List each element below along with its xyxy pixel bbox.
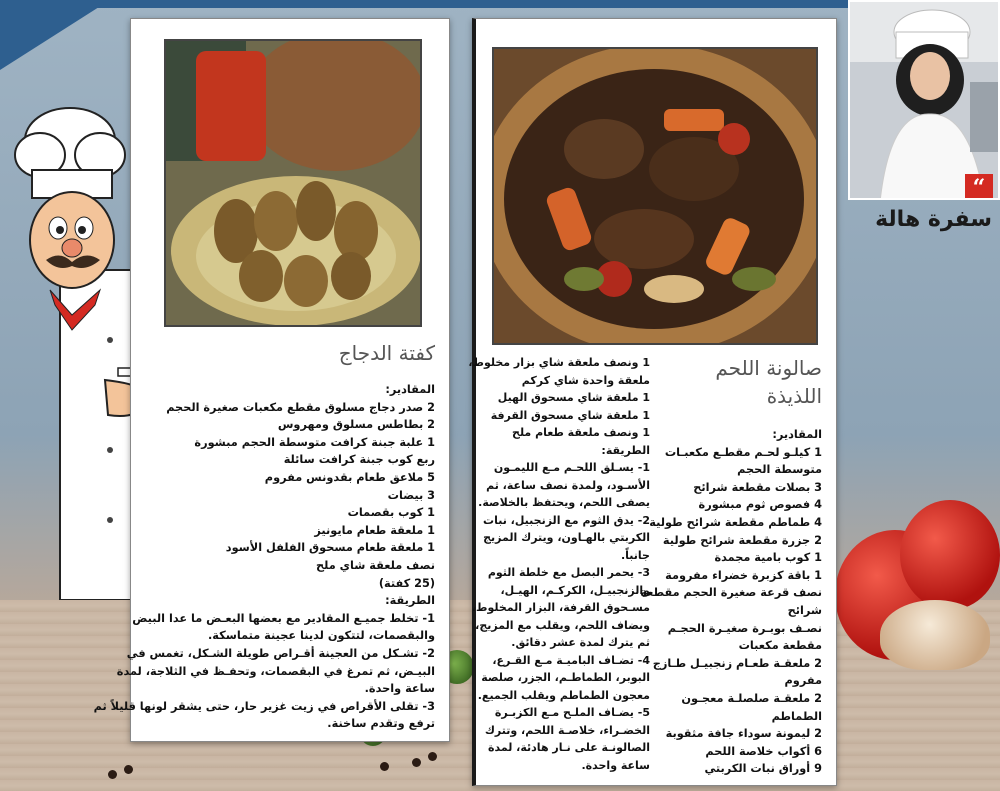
recipe-line: 3 بيضات bbox=[387, 488, 435, 502]
recipe-line: المقادير: bbox=[772, 428, 822, 441]
recipe-line: (25 كفتة) bbox=[378, 576, 435, 590]
peppercorn bbox=[380, 762, 389, 771]
recipe-line: ملعقة واحدة شاي كركم bbox=[521, 373, 650, 387]
recipe-line: شرائح bbox=[787, 603, 822, 617]
recipe-line: 2 ملعقـة طعـام زنجبيـل طـازج bbox=[652, 656, 822, 670]
potato-kofta-photo bbox=[164, 39, 422, 327]
recipe-card-meat-saloona bbox=[468, 18, 837, 786]
recipe-title bbox=[715, 354, 822, 410]
recipe-line: مفروم bbox=[784, 674, 822, 688]
recipe-card-chicken-kofta bbox=[93, 18, 450, 742]
recipe-line: الخضـراء، خلاصـة اللحم، وتترك bbox=[484, 723, 650, 737]
recipe-line: 1 ملعقة طعام مسحوق الفلفل الأسود bbox=[225, 541, 435, 555]
recipe-line: 3 بصلات مقطعة شرائح bbox=[693, 480, 822, 494]
recipe-line: متوسطة الحجم bbox=[737, 463, 822, 477]
recipe-line: ترفع وتقدم ساخنة. bbox=[327, 717, 435, 731]
recipe-ingredients-column bbox=[640, 426, 822, 778]
recipe-line: الطماطم bbox=[771, 709, 822, 723]
recipe-line: ساعة واحدة. bbox=[581, 758, 650, 772]
recipe-line: 2- تشـكل من العجينة أقـراص طويلة الشـكل، تغمس في bbox=[126, 646, 435, 660]
recipe-line: البوبر، الطماطـم، الجزر، صلصة bbox=[481, 671, 650, 684]
recipe-line: معجون الطماطم ويقلب الجميع. bbox=[477, 688, 650, 702]
recipe-line: 6 أكواب خلاصة اللحم bbox=[705, 744, 822, 758]
recipe-line: 2 بطاطس مسلوق ومهروس bbox=[277, 418, 435, 432]
recipe-line: ويضاف اللحم، ويقلب مع المزيج، bbox=[475, 618, 650, 632]
peppercorn bbox=[124, 765, 133, 774]
recipe-body bbox=[94, 381, 435, 733]
recipe-line: 3- تقلى الأقراص في زيت غزير حار، حتى يشقر لونها قليلاً ثم bbox=[93, 699, 435, 713]
recipe-line: 1 كيلـو لحـم مقطـع مكعبـات bbox=[664, 445, 822, 459]
mushroom-image bbox=[880, 600, 990, 670]
recipe-method-column bbox=[468, 354, 650, 774]
recipe-line: ساعة واحدة. bbox=[364, 682, 435, 696]
peppercorn bbox=[428, 752, 437, 761]
recipe-line: 1 ونصف ملعقة طعام ملح bbox=[512, 426, 650, 439]
recipe-line: 2 صدر دجاج مسلوق مقطع مكعبات صغيرة الحجم bbox=[166, 400, 435, 414]
recipe-line: 2 ملعقـة صلصلـة معجـون bbox=[681, 691, 822, 705]
recipe-line: 5 ملاعق طعام بقدونس مفروم bbox=[264, 470, 435, 484]
recipe-line: 4- تضـاف الباميـة مـع القـرع، bbox=[492, 653, 650, 667]
recipe-line: 2 ليمونة سوداء جافة مثقوبة bbox=[665, 727, 822, 741]
recipe-line: الأسـود، ولمدة نصف ساعة، ثم bbox=[486, 478, 650, 492]
recipe-line: 1 كوب بقصمات bbox=[347, 506, 435, 520]
recipe-line: 1 علبة جبنة كرافت متوسطة الحجم مبشورة bbox=[194, 435, 435, 449]
recipe-line: مسـحوق القرفة، البزار المخلوط، bbox=[471, 601, 650, 614]
recipe-line: الصالونـة على نـار هادئة، لمدة bbox=[488, 741, 650, 754]
recipe-line: الطريقة: bbox=[385, 594, 435, 608]
recipe-line: 1 ملعقة شاي مسحوق القرفة bbox=[490, 408, 650, 422]
recipe-line: والزنجبيـل، الكركـم، الهيـل، bbox=[500, 583, 650, 597]
corner-decoration bbox=[0, 0, 110, 70]
recipe-line: 1 كوب بامية مجمدة bbox=[714, 551, 822, 565]
recipe-line: ربع كوب جبنة كرافت سائلة bbox=[283, 453, 435, 467]
recipe-line: الكربتي بالهـاون، ويترك المزيج bbox=[483, 531, 650, 544]
recipe-line: 1 باقة كزبرة خضراء مفرومة bbox=[665, 568, 822, 582]
recipe-line: 2- يدق الثوم مع الزنجبيل، نبات bbox=[483, 513, 650, 527]
tomato-image bbox=[900, 500, 1000, 610]
recipe-line: الطريقة: bbox=[601, 443, 650, 457]
recipe-line: 1 ملعقة شاي مسحوق الهيل bbox=[497, 391, 650, 404]
column-brand-title: سفرة هالة bbox=[875, 207, 992, 232]
recipe-line: 1 ونصف ملعقة شاي بزار مخلوط، bbox=[468, 356, 650, 369]
recipe-line: نصف ملعقة شاي ملح bbox=[315, 558, 435, 572]
author-photo bbox=[848, 0, 1000, 200]
peppercorn bbox=[108, 770, 117, 779]
recipe-line: نصف قرعة صغيرة الحجم مقطعة bbox=[640, 586, 822, 600]
recipe-line: 3- يحمر البصل مع خلطة الثوم bbox=[487, 566, 650, 579]
recipe-line: 9 أوراق نبات الكربتي bbox=[704, 762, 822, 776]
recipe-line: 2 جزرة مقطعة شرائح طولية bbox=[662, 533, 822, 547]
recipe-line: ثم يترك لمدة عشر دقائق. bbox=[511, 636, 650, 649]
recipe-title-line: اللذيذة bbox=[766, 384, 822, 408]
recipe-line: 4 فصوص ثوم مبشورة bbox=[698, 498, 822, 512]
recipe-title-line: صالونة اللحم bbox=[715, 356, 822, 380]
quote-badge: “ bbox=[965, 174, 993, 198]
recipe-line: والبقصمات، لتتكون لدينا عجينة متماسكة. bbox=[208, 629, 435, 643]
recipe-line: نصـف بوبـرة صغيـرة الحجـم bbox=[667, 621, 822, 635]
recipe-line: يصفى اللحم، ويحتفظ بالخلاصة. bbox=[478, 496, 650, 509]
recipe-line: جانباً. bbox=[621, 548, 650, 562]
recipe-line: 1 ملعقة طعام مايونيز bbox=[314, 523, 435, 537]
peppercorn bbox=[412, 758, 421, 767]
recipe-title: كفتة الدجاج bbox=[338, 341, 435, 365]
recipe-line: المقادير: bbox=[385, 383, 435, 396]
recipe-line: 5- يضـاف الملـح مـع الكزبـرة bbox=[494, 706, 650, 719]
recipe-line: 4 طماطم مقطعة شرائح طولية bbox=[649, 515, 822, 529]
recipe-line: مقطعة مكعبات bbox=[738, 639, 822, 653]
meat-stew-photo bbox=[492, 47, 818, 345]
recipe-line: 1- يسـلق اللحـم مـع الليمـون bbox=[493, 461, 650, 474]
recipe-line: البيـض، ثم تمرغ في البقصمات، وتحفـظ في الثلاجة، لمدة bbox=[116, 664, 435, 678]
recipe-line: 1- تخلط جميـع المقادير مع بعضها البعـض ما عدا البيض bbox=[132, 611, 435, 625]
